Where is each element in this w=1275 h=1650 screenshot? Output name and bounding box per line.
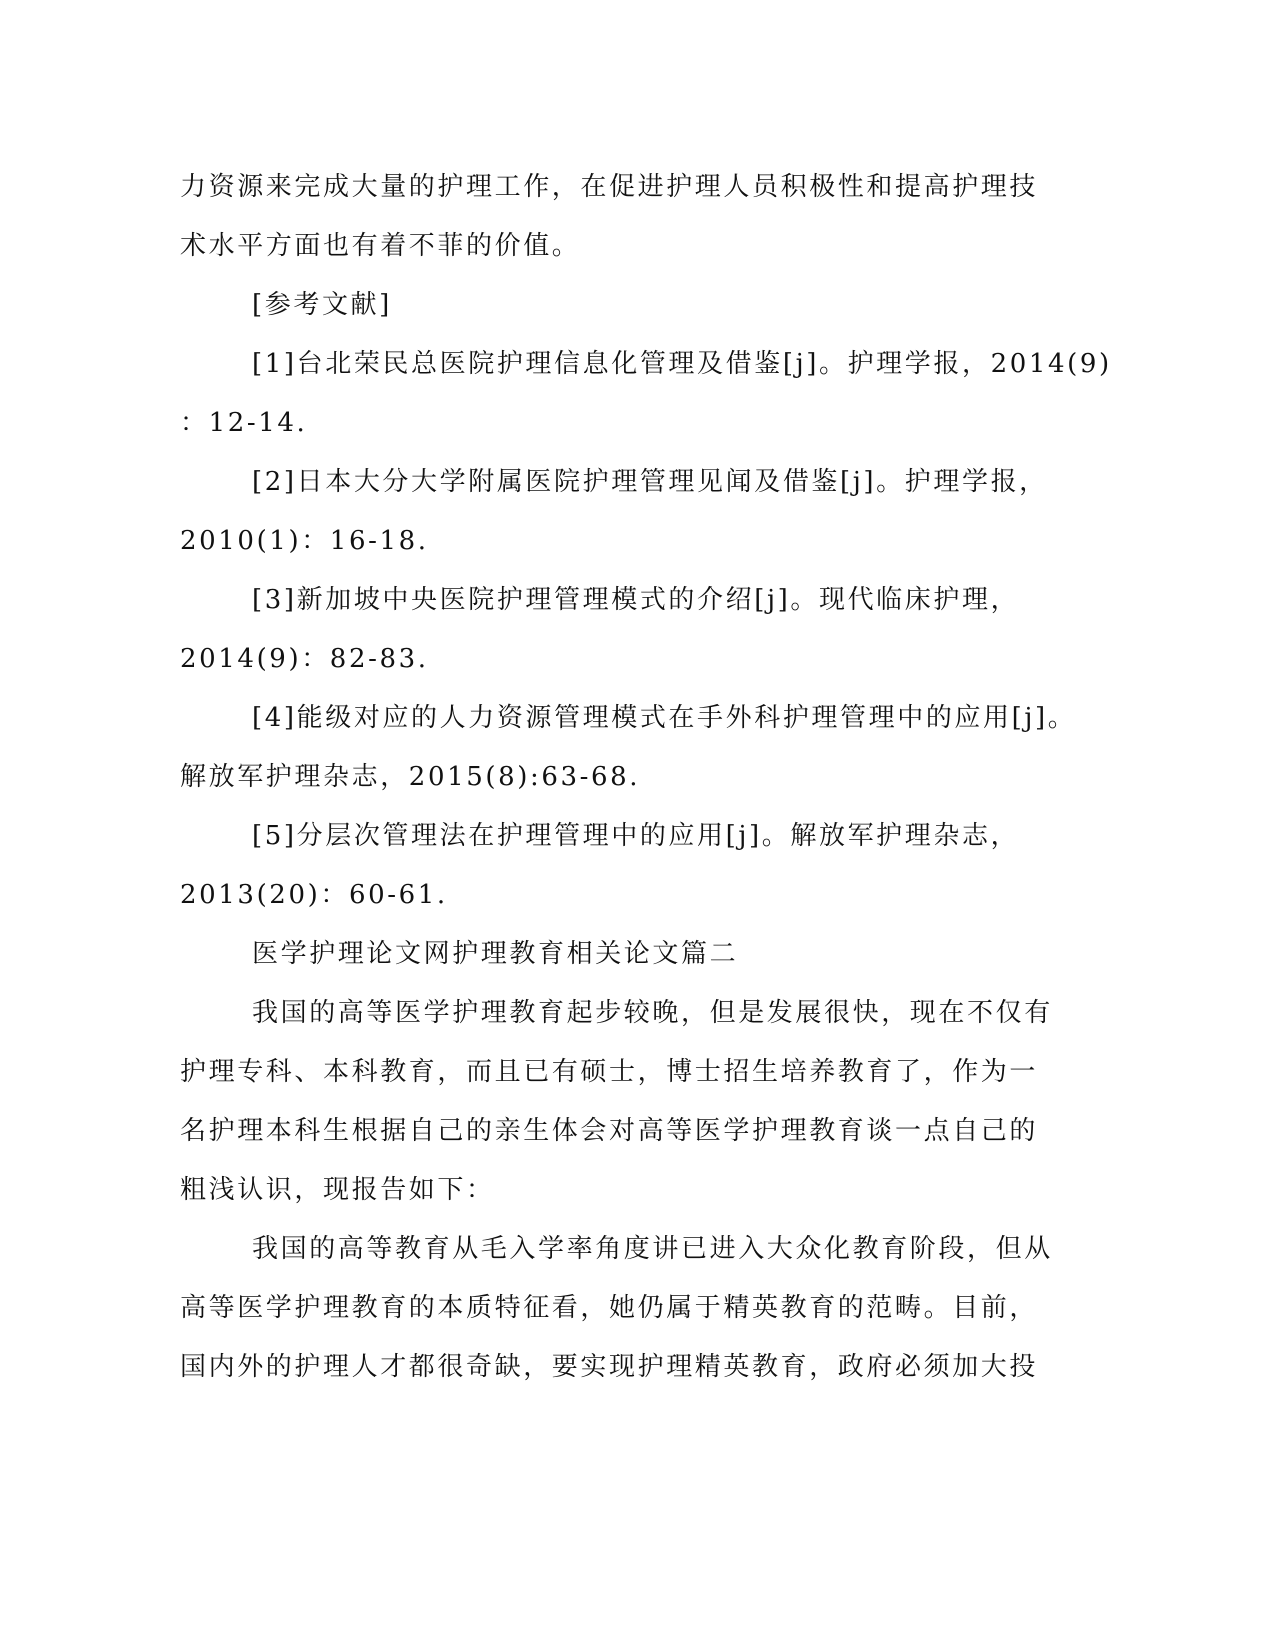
- text-line: 2013(20)：60-61.: [180, 880, 448, 910]
- text-line: [5]分层次管理法在护理管理中的应用[j]。解放军护理杂志，: [252, 821, 1020, 851]
- text-line: 2014(9)：82-83.: [180, 644, 429, 674]
- text-line: 名护理本科生根据自己的亲生体会对高等医学护理教育谈一点自己的: [180, 1116, 1039, 1146]
- text-line: 我国的高等医学护理教育起步较晚，但是发展很快，现在不仅有: [252, 998, 1053, 1028]
- document-body: [180, 158, 1112, 1397]
- text-line: [4]能级对应的人力资源管理模式在手外科护理管理中的应用[j]。: [252, 703, 1077, 733]
- text-line: 医学护理论文网护理教育相关论文篇二: [252, 939, 739, 969]
- text-line: 国内外的护理人才都很奇缺，要实现护理精英教育，政府必须加大投: [180, 1352, 1039, 1382]
- text-line: 术水平方面也有着不菲的价值。: [180, 231, 581, 261]
- text-line: 力资源来完成大量的护理工作，在促进护理人员积极性和提高护理技: [180, 172, 1039, 202]
- text-line: [3]新加坡中央医院护理管理模式的介绍[j]。现代临床护理，: [252, 585, 1020, 615]
- text-line: ：12-14.: [180, 408, 308, 438]
- text-line: 我国的高等教育从毛入学率角度讲已进入大众化教育阶段，但从: [252, 1234, 1053, 1264]
- text-line: 护理专科、本科教育，而且已有硕士，博士招生培养教育了，作为一: [180, 1057, 1039, 1087]
- text-line: [2]日本大分大学附属医院护理管理见闻及借鉴[j]。护理学报，: [252, 467, 1048, 497]
- text-line: 粗浅认识，现报告如下：: [180, 1175, 495, 1205]
- text-line: [1]台北荣民总医院护理信息化管理及借鉴[j]。护理学报，2014(9): [252, 349, 1112, 379]
- text-line: 高等医学护理教育的本质特征看，她仍属于精英教育的范畴。目前，: [180, 1293, 1039, 1323]
- text-line: 解放军护理杂志，2015(8):63-68.: [180, 762, 641, 792]
- text-line: [参考文献]: [252, 290, 392, 320]
- text-line: 2010(1)：16-18.: [180, 526, 429, 556]
